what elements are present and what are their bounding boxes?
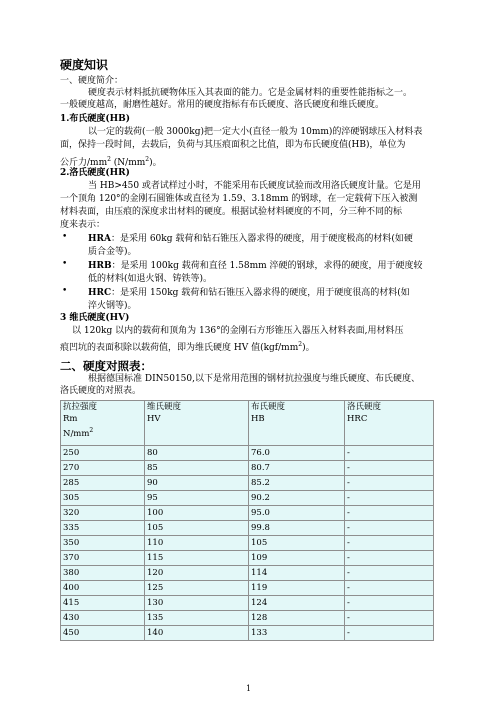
bullet-dot: • — [62, 259, 68, 269]
hr-line-4: 度来表示： — [60, 220, 106, 230]
table-row — [61, 626, 434, 641]
hr-heading: 2.洛氏硬度(HR) — [60, 168, 130, 178]
table-cell: 76.0 — [249, 446, 345, 461]
header-hv: 维氏硬度 HV — [145, 401, 249, 446]
hr-line-1: 当 HB>450 或者试样过小时，不能采用布氏硬度试验而改用洛氏硬度计量。它是用 — [88, 181, 421, 191]
table-cell: 430 — [61, 611, 145, 626]
bullet-dot: • — [62, 286, 68, 296]
hr-line-3: 材料表面，由压痕的深度求出材料的硬度。根据试验材料硬度的不同，分三种不同的标 — [60, 207, 403, 217]
table-cell: 128 — [249, 611, 345, 626]
hra-line-2: 质合金等)。 — [88, 247, 137, 257]
table-cell: 400 — [61, 581, 145, 596]
table-cell: 415 — [61, 596, 145, 611]
table-cell: 85.2 — [249, 476, 345, 491]
page-number: 1 — [246, 684, 252, 693]
table-row — [61, 446, 434, 461]
table-cell: - — [345, 611, 434, 626]
table-cell: 350 — [61, 536, 145, 551]
table-cell: 95.0 — [249, 506, 345, 521]
bullet-dot: • — [62, 232, 68, 242]
table-cell: - — [345, 521, 434, 536]
table-cell: - — [345, 506, 434, 521]
table-row — [61, 521, 434, 536]
table-cell: 110 — [145, 536, 249, 551]
hrb-line-1: HRB：是采用 100kg 载荷和直径 1.58mm 淬硬的钢球，求得的硬度，用于硬度较 — [88, 261, 423, 271]
table-cell: 130 — [145, 596, 249, 611]
table-row — [61, 566, 434, 581]
hv-line-1: 以 120kg 以内的载荷和顶角为 136°的金刚石方形锥压入器压入材料表面,用材料压 — [72, 326, 404, 336]
hv-heading: 3 维氏硬度(HV) — [60, 313, 130, 323]
table-cell: - — [345, 551, 434, 566]
table-cell: 105 — [249, 536, 345, 551]
table-row — [61, 611, 434, 626]
table-cell: - — [345, 536, 434, 551]
table-cell: 99.8 — [249, 521, 345, 536]
table-cell: - — [345, 461, 434, 476]
table-cell: 115 — [145, 551, 249, 566]
table-row — [61, 536, 434, 551]
table-cell: - — [345, 626, 434, 641]
header-hb: 布氏硬度 HB — [249, 401, 345, 446]
table-cell: 335 — [61, 521, 145, 536]
document-title: 硬度知识 — [60, 58, 109, 72]
table-cell: - — [345, 581, 434, 596]
table-cell: 80.7 — [249, 461, 345, 476]
table-cell: 100 — [145, 506, 249, 521]
hra-line-1: HRA：是采用 60kg 载荷和钻石锥压入器求得的硬度，用于硬度极高的材料(如硬 — [88, 234, 413, 244]
table-cell: 119 — [249, 581, 345, 596]
table-cell: - — [345, 446, 434, 461]
hrc-line-1: HRC：是采用 150kg 载荷和钻石锥压入器求得的硬度，用于硬度很高的材料(如 — [88, 288, 410, 298]
table-header-row — [61, 401, 434, 446]
header-hrc: 洛氏硬度 HRC — [345, 401, 434, 446]
section-heading-intro: 一、硬度简介： — [60, 76, 124, 86]
header-rm: 抗拉强度 Rm $N/mm^2$ — [61, 401, 145, 446]
table-cell: 285 — [61, 476, 145, 491]
table-cell: 109 — [249, 551, 345, 566]
table-cell: 105 — [145, 521, 249, 536]
table-row — [61, 461, 434, 476]
table-intro-line-2: 洛氏硬度的对照表。 — [60, 386, 142, 396]
table-cell: 120 — [145, 566, 249, 581]
table-cell: - — [345, 596, 434, 611]
table-cell: 90.2 — [249, 491, 345, 506]
hb-heading: 1.布氏硬度(HB) — [60, 114, 131, 124]
table-cell: 90 — [145, 476, 249, 491]
intro-line-2: 一般硬度越高，耐磨性越好。常用的硬度指标有布氏硬度、洛氏硬度和维氏硬度。 — [60, 100, 385, 110]
table-cell: 80 — [145, 446, 249, 461]
table-cell: 380 — [61, 566, 145, 581]
table-cell: - — [345, 566, 434, 581]
table-cell: 114 — [249, 566, 345, 581]
table-cell: - — [345, 476, 434, 491]
hb-line-1: 以一定的载荷(一般 3000kg)把一定大小(直径一般为 10mm)的淬硬钢球压入材料表 — [88, 127, 423, 137]
table-cell: 320 — [61, 506, 145, 521]
table-cell: 125 — [145, 581, 249, 596]
table-cell: 95 — [145, 491, 249, 506]
intro-line-1: 硬度表示材料抵抗硬物体压入其表面的能力。它是金属材料的重要性能指标之一。 — [88, 88, 413, 98]
section-heading-table: 二、硬度对照表： — [60, 359, 152, 373]
table-cell: 85 — [145, 461, 249, 476]
table-cell: 124 — [249, 596, 345, 611]
table-row — [61, 491, 434, 506]
hv-line-2: 痕凹坑的表面积除以载荷值，即为维氏硬度 HV 值$(kgf/mm^2)$。 — [60, 341, 315, 353]
table-cell: 450 — [61, 626, 145, 641]
table-cell: 270 — [61, 461, 145, 476]
table-row — [61, 476, 434, 491]
hb-line-2: 面，保持一段时间，去载后，负荷与其压痕面积之比值，即为布氏硬度值(HB)，单位为 — [60, 140, 406, 150]
table-cell: 133 — [249, 626, 345, 641]
table-cell: 140 — [145, 626, 249, 641]
table-cell: 305 — [61, 491, 145, 506]
table-cell: 370 — [61, 551, 145, 566]
table-intro-line-1: 根据德国标准 DIN50150,以下是常用范围的钢材抗拉强度与维氏硬度、布氏硬度、 — [88, 374, 420, 384]
hardness-table — [60, 400, 434, 641]
table-row — [61, 581, 434, 596]
table-cell: 250 — [61, 446, 145, 461]
table-row — [61, 506, 434, 521]
table-cell: 135 — [145, 611, 249, 626]
hr-line-2: 一个顶角 120°的金刚石圆锥体或直径为 1.59、3.18mm 的钢球，在一定载荷下压入被测 — [60, 194, 418, 204]
table-row — [61, 596, 434, 611]
hb-line-3: 公斤力$/mm^2$ $(N/mm^2)$。 — [60, 156, 162, 168]
hrb-line-2: 低的材料(如退火钢、铸铁等)。 — [88, 274, 213, 284]
table-cell: - — [345, 491, 434, 506]
hrc-line-2: 淬火钢等)。 — [88, 301, 137, 311]
table-row — [61, 551, 434, 566]
